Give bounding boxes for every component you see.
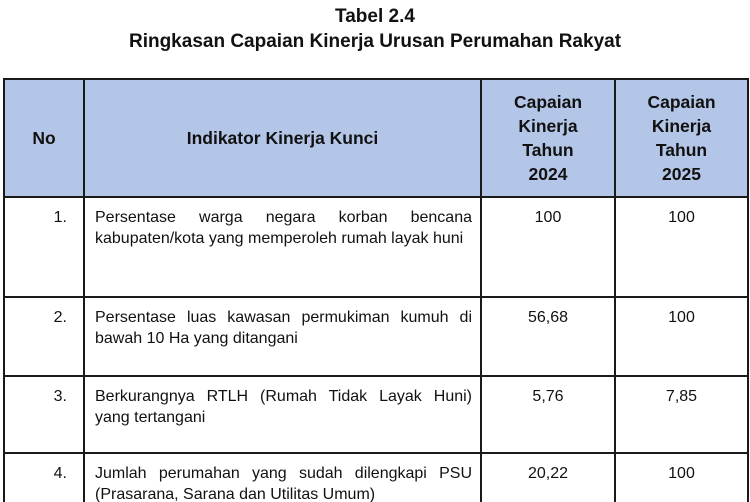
table-row [4, 297, 748, 376]
table-row [4, 376, 748, 453]
header-no: No [4, 79, 84, 197]
table-number: Tabel 2.4 [335, 6, 415, 27]
row-value-2025: 100 [615, 197, 748, 297]
row-number: 1. [4, 197, 84, 297]
table-row [4, 453, 748, 502]
row-indicator: Berkurangnya RTLH (Rumah Tidak Layak Huni) yang tertangani [84, 376, 481, 453]
row-value-2024: 5,76 [481, 376, 615, 453]
table-row [4, 197, 748, 297]
kpi-summary-table [3, 78, 749, 502]
row-value-2025: 100 [615, 453, 748, 502]
row-number: 3. [4, 376, 84, 453]
table-header-row [4, 79, 748, 197]
row-value-2025: 100 [615, 297, 748, 376]
row-indicator: Persentase luas kawasan permukiman kumuh di bawah 10 Ha yang ditangani [84, 297, 481, 376]
row-value-2025: 7,85 [615, 376, 748, 453]
table-caption [0, 4, 750, 54]
row-value-2024: 56,68 [481, 297, 615, 376]
row-number: 4. [4, 453, 84, 502]
header-indikator: Indikator Kinerja Kunci [84, 79, 481, 197]
row-indicator: Jumlah perumahan yang sudah dilengkapi PSU (Prasarana, Sarana dan Utilitas Umum) [84, 453, 481, 502]
row-value-2024: 20,22 [481, 453, 615, 502]
row-indicator: Persentase warga negara korban bencana kabupaten/kota yang memperoleh rumah layak huni [84, 197, 481, 297]
row-number: 2. [4, 297, 84, 376]
header-capaian-2024: Capaian Kinerja Tahun 2024 [481, 79, 615, 197]
table-title: Ringkasan Capaian Kinerja Urusan Perumahan Rakyat [128, 31, 622, 52]
row-value-2024: 100 [481, 197, 615, 297]
header-capaian-2025: Capaian Kinerja Tahun 2025 [615, 79, 748, 197]
